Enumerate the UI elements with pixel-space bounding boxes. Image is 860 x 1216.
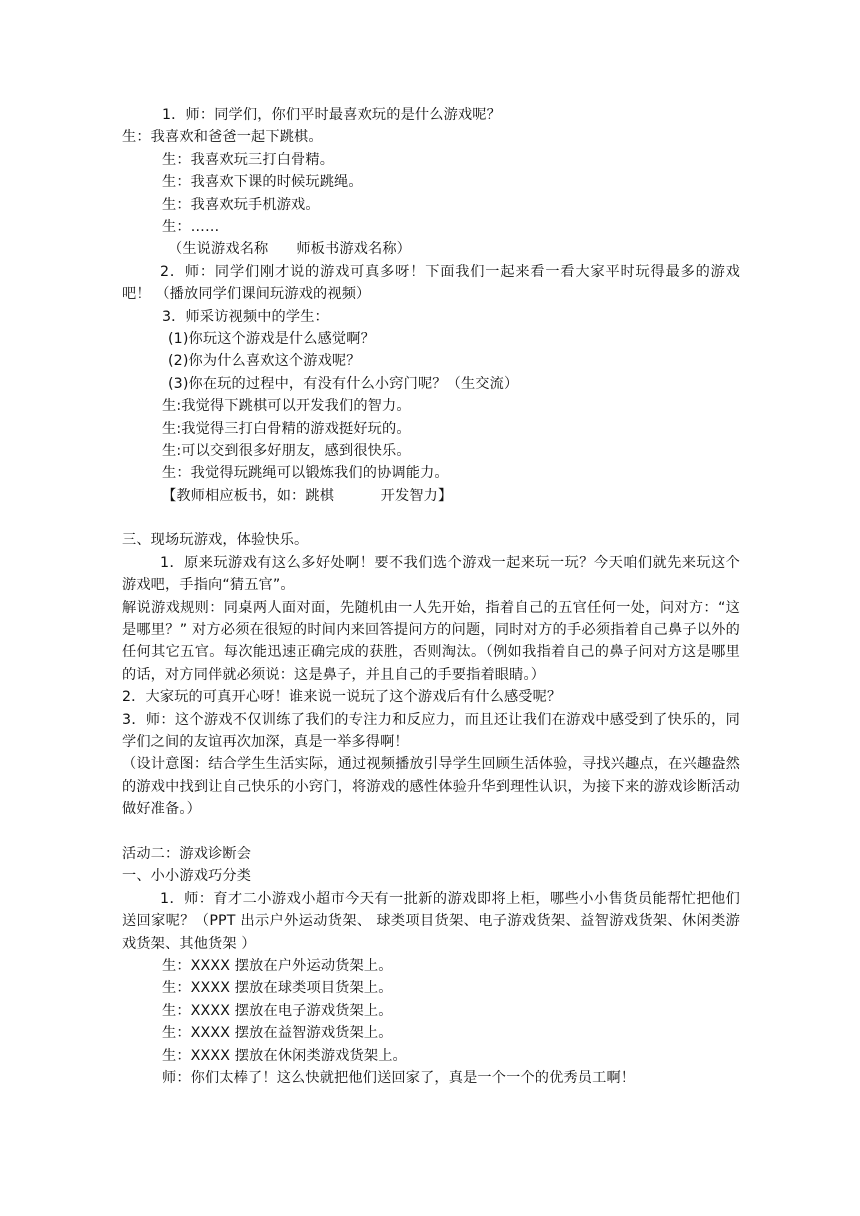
blank-line (132, 507, 740, 529)
paragraph-interview-question: (1)你玩这个游戏是什么感觉啊？ (168, 330, 375, 347)
paragraph-student-answer: 生：XXXX 摆放在电子游戏货架上。 (162, 1002, 393, 1019)
paragraph-teacher-question-1: 1．师：同学们，你们平时最喜欢玩的是什么游戏呢？ (162, 107, 501, 123)
paragraph-student-answer: 生：XXXX 摆放在球类项目货架上。 (162, 980, 393, 997)
paragraph-student-answer: 生：XXXX 摆放在户外运动货架上。 (162, 958, 393, 975)
paragraph-note: （生说游戏名称 师板书游戏名称） (168, 241, 412, 258)
paragraph-student-answer: 生：…… (162, 218, 220, 235)
paragraph-student-answer: 生:我觉得三打白骨精的游戏挺好玩的。 (162, 420, 411, 437)
paragraph-student-answer: 生：XXXX 摆放在休闲类游戏货架上。 (162, 1047, 407, 1064)
blank-line (132, 821, 740, 843)
paragraph-student-answer: 生：我喜欢玩三打白骨精。 (162, 151, 335, 168)
paragraph-teacher-praise: 师：你们太棒了！这么快就把他们送回家了，真是一个一个的优秀员工啊！ (162, 1070, 636, 1087)
paragraph-teacher-question: 2．大家玩的可真开心呀！谁来说一说玩了这个游戏后有什么感受呢？ (122, 689, 562, 706)
paragraph-interview-question: (2)你为什么喜欢这个游戏呢？ (168, 353, 361, 370)
paragraph-interview-question: (3)你在玩的过程中，有没有什么小窍门呢？（生交流） (168, 375, 519, 392)
paragraph-design-intent: （设计意图：结合学生生活实际，通过视频播放引导学生回顾生活体验，寻找兴趣点，在兴趣盎然的游戏中找到让自己快乐的小窍门，将游戏的感性体验升华到理性认识，为接下来的游戏诊断活动做好准备。） (122, 756, 740, 818)
paragraph-student-answer: 生：我喜欢玩手机游戏。 (162, 196, 320, 213)
paragraph-teacher-summary: 3．师：这个游戏不仅训练了我们的专注力和反应力，而且还让我们在游戏中感受到了快乐的，同学们之间的友谊再次加深，真是一举多得啊！ (122, 711, 740, 751)
paragraph-teacher-prompt: 1．师：育才二小游戏小超市今天有一批新的游戏即将上柜，哪些小小售货员能帮忙把他们送回家呢？（PPT 出示户外运动货架、 球类项目货架、电子游戏货架、益智游戏货架、休闲类游戏货架、其他货架 ） (122, 890, 740, 952)
activity-heading: 活动二：游戏诊断会 (122, 846, 252, 863)
paragraph-student-answer: 生：我喜欢下课的时候玩跳绳。 (162, 174, 363, 191)
paragraph-game-rules: 解说游戏规则：同桌两人面对面，先随机由一人先开始，指着自己的五官任何一处，问对方：“这是哪里？” 对方必须在很短的时间内来回答提问方的问题，同时对方的手必须指着自己鼻子以外的任何其它五官。每次能迅速正确完成的获胜，否则淘汰。（例如我指着自己的鼻子问对方这是哪里的话，对方同伴就必须说：这是鼻子，并且自己的手要指着眼睛。） (122, 599, 740, 683)
section-heading: 三、现场玩游戏，体验快乐。 (122, 532, 309, 549)
paragraph-student-answer: 生：我喜欢和爸爸一起下跳棋。 (122, 129, 323, 146)
section-heading: 一、小小游戏巧分类 (122, 868, 252, 885)
paragraph-student-answer: 生:可以交到很多好朋友，感到很快乐。 (162, 442, 411, 459)
paragraph-student-answer: 生：我觉得玩跳绳可以锻炼我们的协调能力。 (162, 465, 449, 482)
paragraph-board-note: 【教师相应板书，如：跳棋 开发智力】 (162, 487, 453, 504)
paragraph-teacher-prompt: 1．原来玩游戏有这么多好处啊！要不我们选个游戏一起来玩一玩？今天咱们就先来玩这个游戏吧，手指向“猜五官”。 (122, 554, 740, 594)
paragraph-student-answer: 生：XXXX 摆放在益智游戏货架上。 (162, 1025, 393, 1042)
paragraph-teacher-question-2: 2．师：同学们刚才说的游戏可真多呀！下面我们一起来看一看大家平时玩得最多的游戏吧！ （播放同学们课间玩游戏的视频） (122, 263, 740, 303)
paragraph-student-answer: 生:我觉得下跳棋可以开发我们的智力。 (162, 398, 411, 415)
paragraph-teacher-interview: 3．师采访视频中的学生： (162, 308, 329, 325)
